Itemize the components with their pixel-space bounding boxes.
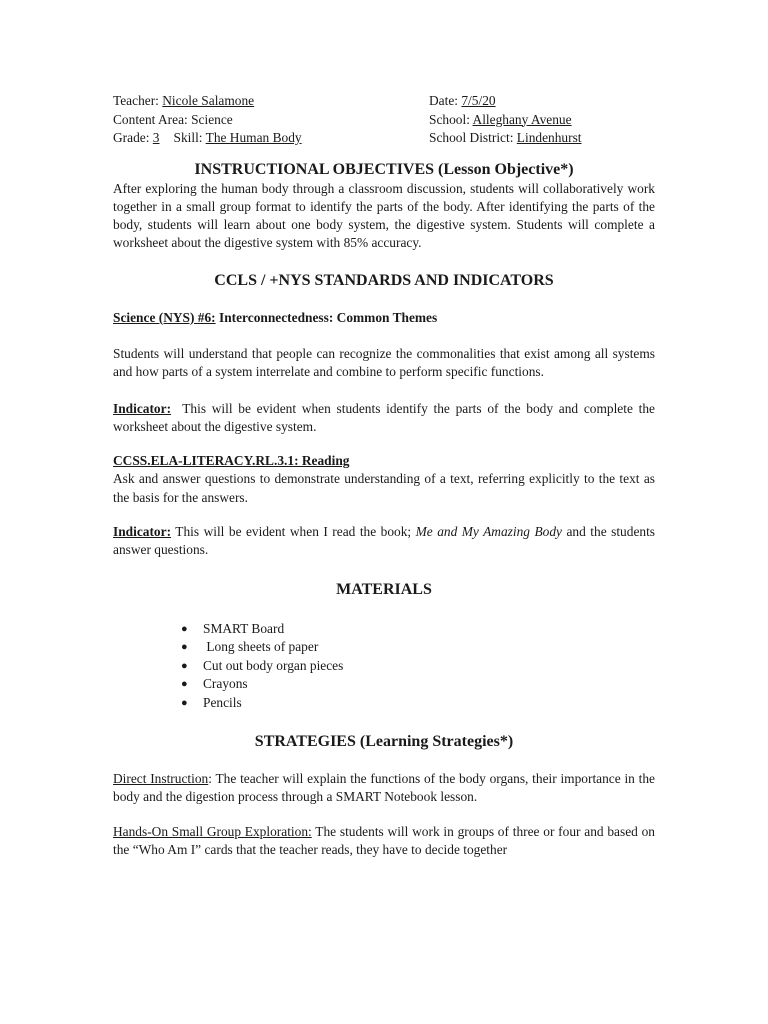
indicator-2-pre: This will be evident when I read the book; (175, 524, 412, 540)
direct-instruction (113, 770, 655, 807)
science-standard-label: Science (NYS) #6: (113, 309, 216, 325)
materials-list (113, 620, 655, 713)
objectives-text: After exploring the human body through a classroom discussion, students will collaboratively work together in a small group format to identify the parts of the body. After identifying the parts of the body, students will learn about one body system, the digestive system. Students will complete a worksheet about the digestive system with 85% accuracy. (113, 180, 655, 251)
lesson-header (113, 92, 655, 148)
date-line (429, 92, 655, 111)
skill-value: The Human Body (205, 130, 302, 145)
content-area-label: Content Area: (113, 111, 188, 127)
grade-value: 3 (152, 130, 160, 145)
materials-heading: MATERIALS (336, 580, 432, 598)
teacher-label: Teacher: (113, 93, 159, 108)
hands-on-label: Hands-On Small Group Exploration: (113, 823, 312, 839)
science-standard-title (113, 309, 655, 327)
indicator-1-label: Indicator: (113, 400, 172, 416)
teacher-line (113, 92, 429, 111)
standards-heading: CCLS / +NYS STANDARDS AND INDICATORS (214, 271, 554, 289)
bullet-icon: ● (181, 641, 188, 654)
date-value: 7/5/20 (461, 93, 496, 108)
content-area-line (113, 111, 429, 130)
hands-on-exploration (113, 823, 655, 860)
grade-label: Grade: (113, 130, 150, 145)
school-label: School: (429, 111, 470, 127)
date-label: Date: (429, 93, 458, 108)
list-item: ● SMART Board (181, 620, 655, 639)
objectives-heading: INSTRUCTIONAL OBJECTIVES (Lesson Objective*) (194, 160, 574, 178)
school-line (429, 111, 655, 130)
bullet-icon: ● (181, 696, 188, 709)
list-item: ● Crayons (181, 675, 655, 694)
district-label: School District: (429, 130, 514, 145)
district-line (429, 129, 655, 148)
direct-instruction-text: : The teacher will explain the functions of the body organs, their importance in the body and the digestion process through a SMART Notebook lesson. (113, 771, 655, 805)
hands-on-text: The students will work in groups of three or four and based on the “Who Am I” cards that the teacher reads, they have to decide together (113, 823, 655, 858)
indicator-2-post: and the students answer questions. (113, 524, 656, 558)
bullet-icon: ● (181, 678, 188, 691)
indicator-1-text: This will be evident when students identify the parts of the body and complete the worksheet about the digestive system. (113, 400, 655, 434)
ccss-standard-text: Ask and answer questions to demonstrate understanding of a text, referring explicitly to the text as the basis for the answers. (113, 471, 655, 505)
school-value: Alleghany Avenue (472, 111, 572, 127)
teacher-name: Nicole Salamone (162, 93, 255, 108)
science-standard-name: Interconnectedness: Common Themes (219, 309, 438, 325)
indicator-1 (113, 400, 655, 437)
list-item: ● Pencils (181, 694, 655, 713)
lesson-plan-page (113, 92, 655, 859)
indicator-2-label: Indicator: (113, 524, 172, 540)
direct-instruction-label: Direct Instruction (113, 771, 209, 787)
district-value: Lindenhurst (516, 130, 582, 145)
science-standard-text: Students will understand that people can recognize the commonalities that exist among all systems and how parts of a system interrelate and combine to perform specific functions. (113, 345, 655, 380)
bullet-icon: ● (181, 622, 188, 635)
ccss-standard-title: CCSS.ELA-LITERACY.RL.3.1: Reading (113, 453, 350, 469)
content-area-value: Science (191, 111, 233, 127)
skill-label: Skill: (173, 130, 203, 145)
indicator-2 (113, 523, 655, 560)
strategies-heading: STRATEGIES (Learning Strategies*) (254, 733, 514, 751)
bullet-icon: ● (181, 659, 188, 672)
list-item: ● Cut out body organ pieces (181, 657, 655, 676)
list-item: ● Long sheets of paper (181, 638, 655, 657)
grade-skill-line (113, 129, 429, 148)
book-title: Me and My Amazing Body (415, 524, 562, 540)
